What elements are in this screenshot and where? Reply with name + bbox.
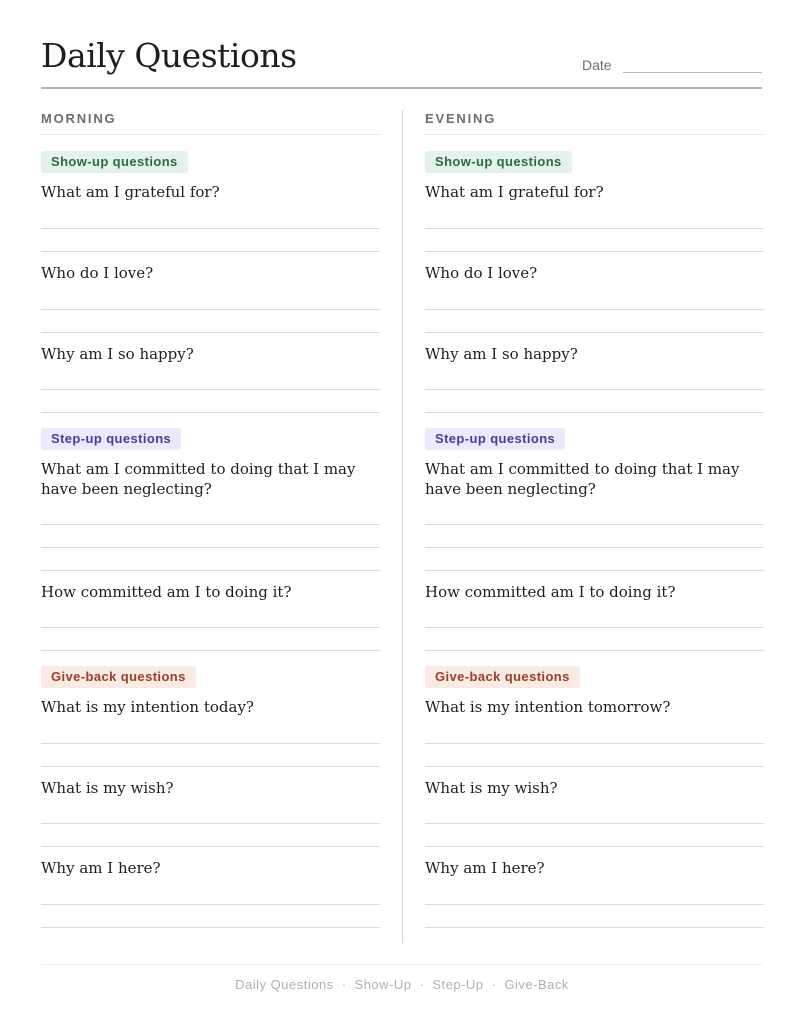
answer-line[interactable]: [41, 823, 380, 824]
morning-question-intention: What is my intention today?: [41, 698, 254, 716]
footer-item-show-up: Show-Up: [354, 977, 412, 992]
answer-line[interactable]: [41, 927, 380, 928]
morning-question-how-committed: How committed am I to doing it?: [41, 583, 292, 601]
answer-line[interactable]: [41, 412, 380, 413]
footer-separator: ·: [419, 977, 425, 992]
answer-line[interactable]: [41, 228, 380, 229]
answer-line[interactable]: [425, 823, 764, 824]
answer-line[interactable]: [425, 766, 764, 767]
footer: [0, 977, 804, 992]
evening-question-committed: What am I committed to doing that I may have been neglecting?: [425, 460, 740, 498]
answer-line[interactable]: [425, 309, 764, 310]
footer-separator: ·: [491, 977, 497, 992]
morning-question-grateful: What am I grateful for?: [41, 183, 220, 201]
answer-line[interactable]: [41, 743, 380, 744]
morning-question-love: Who do I love?: [41, 264, 154, 282]
show-up-badge: Show-up questions: [41, 151, 188, 173]
morning-question-here: Why am I here?: [41, 859, 161, 877]
answer-line[interactable]: [41, 251, 380, 252]
morning-heading-rule: [41, 134, 380, 135]
footer-item-give-back: Give-Back: [504, 977, 569, 992]
show-up-badge: Show-up questions: [425, 151, 572, 173]
answer-line[interactable]: [425, 332, 764, 333]
answer-line[interactable]: [41, 524, 380, 525]
morning-question-committed: What am I committed to doing that I may have been neglecting?: [41, 460, 356, 498]
page-title: Daily Questions: [41, 36, 297, 75]
answer-line[interactable]: [425, 228, 764, 229]
answer-line[interactable]: [41, 766, 380, 767]
evening-question-here: Why am I here?: [425, 859, 545, 877]
answer-line[interactable]: [41, 332, 380, 333]
answer-line[interactable]: [41, 627, 380, 628]
morning-column: [41, 0, 380, 1024]
answer-line[interactable]: [425, 412, 764, 413]
evening-question-grateful: What am I grateful for?: [425, 183, 604, 201]
answer-line[interactable]: [41, 846, 380, 847]
answer-line[interactable]: [425, 904, 764, 905]
answer-line[interactable]: [41, 904, 380, 905]
answer-line[interactable]: [41, 547, 380, 548]
answer-line[interactable]: [41, 389, 380, 390]
answer-line[interactable]: [425, 846, 764, 847]
answer-line[interactable]: [425, 627, 764, 628]
answer-line[interactable]: [425, 650, 764, 651]
answer-line[interactable]: [425, 524, 764, 525]
evening-question-how-committed: How committed am I to doing it?: [425, 583, 676, 601]
footer-item-step-up: Step-Up: [432, 977, 484, 992]
evening-column: [425, 0, 764, 1024]
answer-line[interactable]: [425, 251, 764, 252]
answer-line[interactable]: [425, 743, 764, 744]
give-back-badge: Give-back questions: [41, 666, 196, 688]
answer-line[interactable]: [41, 309, 380, 310]
answer-line[interactable]: [41, 650, 380, 651]
evening-question-happy: Why am I so happy?: [425, 345, 578, 363]
evening-question-intention: What is my intention tomorrow?: [425, 698, 671, 716]
give-back-badge: Give-back questions: [425, 666, 580, 688]
evening-heading-rule: [425, 134, 764, 135]
morning-heading: MORNING: [41, 111, 117, 126]
answer-line[interactable]: [425, 570, 764, 571]
morning-question-happy: Why am I so happy?: [41, 345, 194, 363]
footer-item-title: Daily Questions: [235, 977, 334, 992]
column-divider: [402, 110, 403, 943]
step-up-badge: Step-up questions: [41, 428, 181, 450]
footer-divider: [41, 964, 762, 965]
answer-line[interactable]: [41, 570, 380, 571]
evening-heading: EVENING: [425, 111, 497, 126]
footer-separator: ·: [341, 977, 347, 992]
answer-line[interactable]: [425, 389, 764, 390]
evening-question-love: Who do I love?: [425, 264, 538, 282]
step-up-badge: Step-up questions: [425, 428, 565, 450]
date-label: Date: [582, 57, 612, 73]
answer-line[interactable]: [425, 927, 764, 928]
answer-line[interactable]: [425, 547, 764, 548]
morning-question-wish: What is my wish?: [41, 779, 174, 797]
evening-question-wish: What is my wish?: [425, 779, 558, 797]
